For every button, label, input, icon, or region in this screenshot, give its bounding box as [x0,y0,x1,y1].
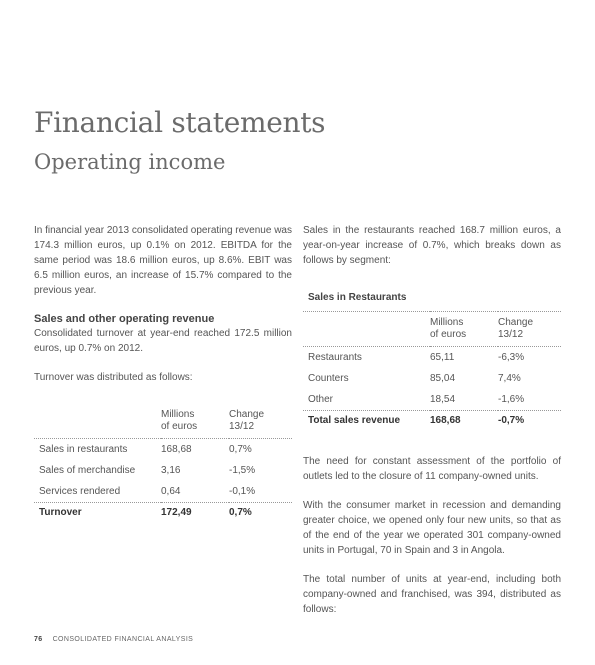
column-header-change: Change 13/12 [229,409,265,432]
column-header-millions: Millions of euros [161,409,198,432]
table-row: Other 18,54 -1,6% [303,389,561,411]
table-row: Restaurants 65,11 -6,3% [308,352,525,363]
page-title: Financial statements [34,106,326,139]
column-header-millions: Millions of euros [430,317,467,340]
left-column [34,223,292,522]
table-row: Sales of merchandise 3,16 -1,5% [39,465,256,476]
table-row: Services rendered 0,64 -0,1% [34,481,292,503]
turnover-paragraph: Consolidated turnover at year-end reached 172.5 million euros, up 0.7% on 2012. [34,328,292,354]
footer-section-label: CONSOLIDATED FINANCIAL ANALYSIS [52,636,194,643]
table-total-row: Turnover 172,49 0,7% [39,507,252,518]
table-row: Sales in restaurants 168,68 0,7% [39,444,252,455]
right-column [303,223,561,617]
restaurants-table [303,311,561,430]
table-header [34,404,292,439]
units-paragraph: The total number of units at year-end, including both company-owned and franchised, was 394, distributed as follows: [303,574,561,615]
page-number: 76 [34,636,43,643]
restaurants-intro-paragraph: Sales in the restaurants reached 168.7 million euros, a year-on-year increase of 0.7%, which breaks down as follows by segment: [303,225,561,266]
distribution-paragraph: Turnover was distributed as follows: [34,372,193,383]
table-title: Sales in Restaurants [308,292,407,303]
closures-paragraph: The need for constant assessment of the portfolio of outlets led to the closure of 11 company-owned units. [303,456,561,482]
table-header [303,312,561,347]
table-row: Counters 85,04 7,4% [308,373,521,384]
table-total-row: Total sales revenue 168,68 -0,7% [308,415,525,426]
openings-paragraph: With the consumer market in recession and demanding greater choice, we opened only four new units, so that as of the end of the year we operated 301 company-owned units in Portugal, 70 in Spain and 3 in Angola. [303,500,561,556]
intro-paragraph: In financial year 2013 consolidated operating revenue was 174.3 million euros, up 0.1% on 2012. EBITDA for the same period was 18.6 million euros, up 8.6%. EBIT was 6.5 million euros, an increase of 15.7% compared to the previous year. [34,225,292,296]
page-footer [34,636,193,643]
page-subtitle: Operating income [34,150,226,174]
column-header-change: Change 13/12 [498,317,534,340]
turnover-table [34,404,292,522]
section-heading: Sales and other operating revenue [34,313,215,325]
